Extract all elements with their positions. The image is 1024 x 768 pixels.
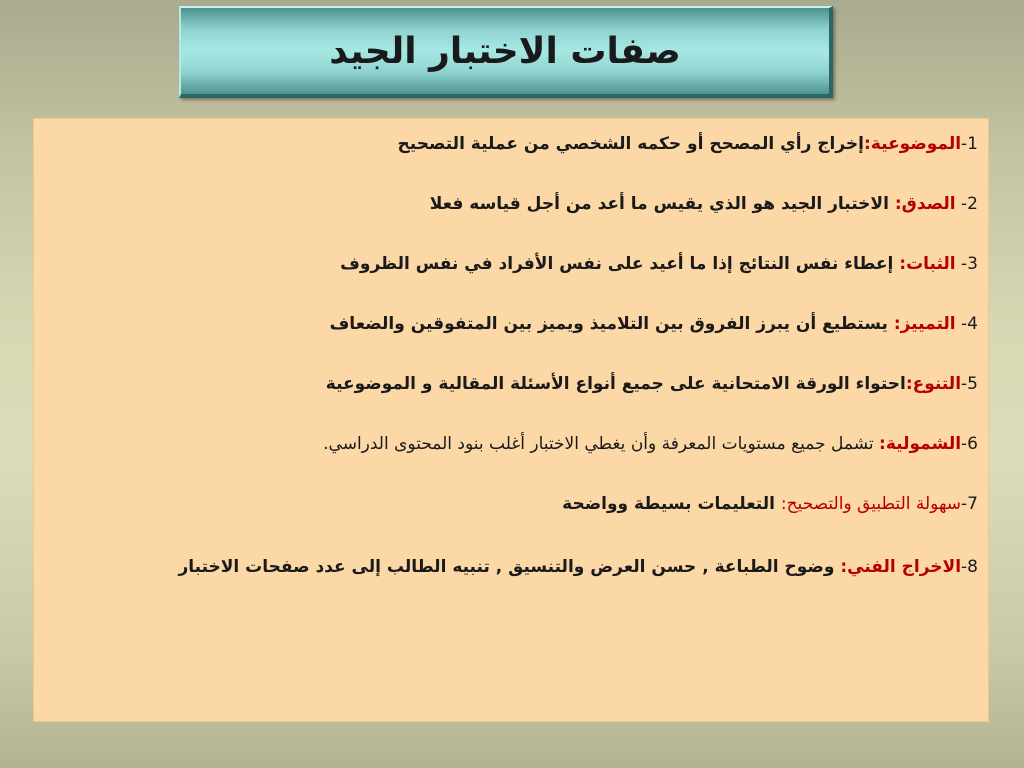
list-item-layout xyxy=(46,547,978,587)
item-desc: تشمل جميع مستويات المعرفة وأن يغطي الاختبار أغلب بنود المحتوى الدراسي. xyxy=(323,434,880,454)
item-desc: إعطاء نفس النتائج إذا ما أعيد على نفس الأفراد في نفس الظروف xyxy=(340,254,900,274)
item-key: الثبات: xyxy=(899,254,956,274)
item-number: 7- xyxy=(961,494,978,514)
list-item-objectivity xyxy=(46,127,978,161)
item-number: 6- xyxy=(961,434,978,454)
item-key: الصدق: xyxy=(894,194,956,214)
list-item-validity xyxy=(46,187,978,221)
item-key: الموضوعية: xyxy=(864,134,962,154)
list-item-comprehensiveness xyxy=(46,427,978,461)
item-desc: إخراج رأي المصحح أو حكمه الشخصي من عملية التصحيح xyxy=(397,134,865,154)
content-box xyxy=(33,118,989,722)
item-desc: يستطيع أن يبرز الفروق بين التلاميذ ويميز بين المتفوقين والضعاف xyxy=(329,314,894,334)
item-number: 4- xyxy=(955,314,978,334)
item-key: الاخراج الفني: xyxy=(840,557,962,577)
item-desc: التعليمات بسيطة وواضحة xyxy=(562,494,781,514)
slide-title-box xyxy=(179,6,833,98)
item-number: 5- xyxy=(961,374,978,394)
item-number: 1- xyxy=(961,134,978,154)
item-number: 2- xyxy=(955,194,978,214)
item-desc: وضوح الطباعة , حسن العرض والتنسيق , تنبيه الطالب إلى عدد صفحات الاختبار xyxy=(178,557,841,577)
list-item-reliability xyxy=(46,247,978,281)
item-key: سهولة التطبيق والتصحيح: xyxy=(780,494,962,514)
slide-title: صفات الاختبار الجيد xyxy=(329,30,681,72)
list-item-ease-of-use xyxy=(46,487,978,521)
item-key: التمييز: xyxy=(893,314,956,334)
item-key: الشمولية: xyxy=(879,434,962,454)
item-desc: احتواء الورقة الامتحانية على جميع أنواع الأسئلة المقالية و الموضوعية xyxy=(325,374,906,394)
list-item-discrimination xyxy=(46,307,978,341)
item-number: 8- xyxy=(961,557,978,577)
item-number: 3- xyxy=(955,254,978,274)
item-desc: الاختبار الجيد هو الذي يقيس ما أعد من أجل قياسه فعلا xyxy=(429,194,895,214)
item-key: التنوع: xyxy=(905,374,962,394)
list-item-diversity xyxy=(46,367,978,401)
